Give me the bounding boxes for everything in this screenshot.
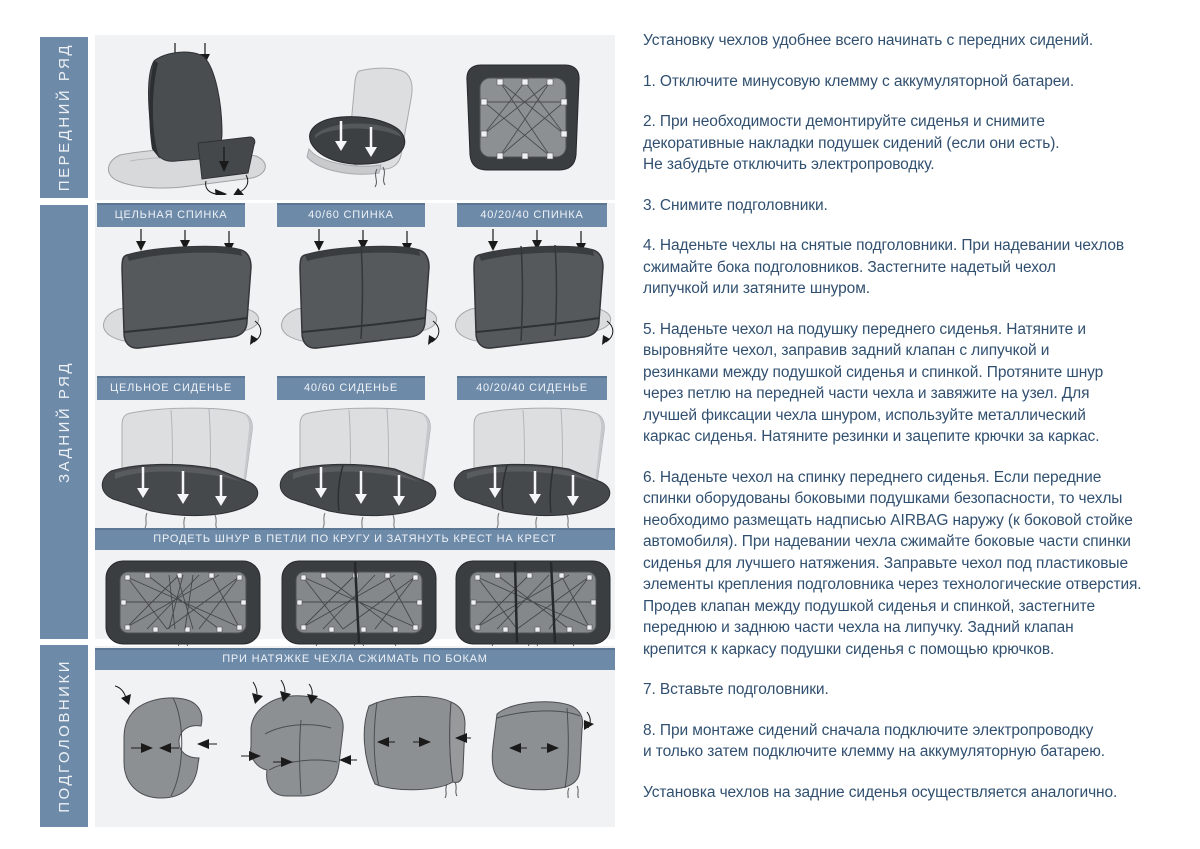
headrest-instruction-banner: ПРИ НАТЯЖКЕ ЧЕХЛА СЖИМАТЬ ПО БОКАМ bbox=[95, 648, 615, 670]
headrest-cover-step-2-diagram bbox=[223, 680, 358, 802]
seat-type-label: 40/60 СПИНКА bbox=[277, 203, 425, 227]
seat-type-label: ЦЕЛЬНОЕ СИДЕНЬЕ bbox=[97, 376, 245, 400]
rear-lacing-40-20-40-diagram bbox=[453, 555, 613, 650]
instruction-step-5: 5. Наденьте чехол на подушку переднего сиденья. Натяните и выровняйте чехол, заправив задний клапан с липучкой и резинками между подушкой сиденья и спинкой. Протяните шнур через петлю на передней части чехла и завяжите на узел. Для лучшей фиксации чехла шнуром, используйте металлический каркас сиденья. Натяните резинки и зацепите крючки за каркас. bbox=[643, 320, 1104, 445]
headrest-cover-step-4-diagram bbox=[485, 690, 595, 798]
sidebar-section-headrests bbox=[40, 645, 88, 827]
rear-lacing-solid-diagram bbox=[103, 555, 263, 650]
front-seat-cushion-cover-diagram bbox=[295, 63, 430, 198]
rear-backrest-solid-diagram bbox=[95, 229, 265, 374]
instruction-step-6: 6. Наденьте чехол на спинку переднего сиденья. Если передние спинки оборудованы боковыми подушками безопасности, то чехлы необходимо размещать надписью AIRBAG наружу (к боковой стойке автомобиля). При надевании чехла сжимайте боковые части спинки сиденья для лучшего натяжения. Заправьте чехол под пластиковые элементы крепления подголовника через технологические отверстия. Продев клапан между подушкой сиденья и спинкой, застегните переднюю и заднюю части чехла на липучку. Задний клапан крепится к каркасу подушки сиденья с помощью крючков. bbox=[643, 468, 1142, 658]
sidebar-label: ПОДГОЛОВНИКИ bbox=[55, 659, 73, 813]
sidebar-label: ЗАДНИЙ РЯД bbox=[55, 361, 73, 483]
seat-type-label: 40/20/40 СПИНКА bbox=[457, 203, 607, 227]
instruction-step-7: 7. Вставьте подголовники. bbox=[643, 681, 829, 698]
instruction-step-2: 2. При необходимости демонтируйте сиденья и снимите декоративные накладки подушек сидений (если они есть). Не забудьте отключить электропроводку. bbox=[643, 113, 1060, 173]
rear-seat-40-60-diagram bbox=[273, 403, 443, 528]
instruction-step-4: 4. Наденьте чехлы на снятые подголовники. При надевании чехлов сжимайте бока подголовников. Застегните надетый чехол липучкой или затяните шнуром. bbox=[643, 237, 1125, 297]
sidebar-section-back-row bbox=[40, 205, 88, 639]
back-row-panel bbox=[95, 203, 615, 639]
seat-type-label: 40/20/40 СИДЕНЬЕ bbox=[457, 376, 607, 400]
headrests-panel bbox=[95, 646, 615, 827]
instruction-step-8: 8. При монтаже сидений сначала подключите электропроводку и только затем подключите клемму на аккумуляторную батарею. bbox=[643, 721, 1105, 760]
instructions-column bbox=[643, 30, 1183, 822]
rear-backrest-40-60-diagram bbox=[273, 229, 443, 374]
seat-type-label: 40/60 СИДЕНЬЕ bbox=[277, 376, 425, 400]
front-seatback-lacing-diagram bbox=[463, 61, 583, 173]
rear-backrest-40-20-40-diagram bbox=[447, 229, 617, 374]
rear-seat-solid-diagram bbox=[95, 403, 265, 528]
lacing-instruction-banner: ПРОДЕТЬ ШНУР В ПЕТЛИ ПО КРУГУ И ЗАТЯНУТЬ КРЕСТ НА КРЕСТ bbox=[95, 528, 615, 550]
rear-lacing-40-60-diagram bbox=[279, 555, 439, 650]
sidebar-label: ПЕРЕДНИЙ РЯД bbox=[55, 43, 73, 192]
front-row-panel bbox=[95, 35, 615, 200]
rear-seat-40-20-40-diagram bbox=[447, 403, 617, 528]
front-seat-backrest-cover-diagram bbox=[100, 43, 275, 195]
sidebar-section-front-row bbox=[40, 37, 88, 198]
headrest-cover-step-3-diagram bbox=[351, 686, 473, 798]
seat-type-label: ЦЕЛЬНАЯ СПИНКА bbox=[97, 203, 245, 227]
instruction-intro: Установку чехлов удобнее всего начинать с передних сидений. bbox=[643, 32, 1094, 49]
instruction-outro: Установка чехлов на задние сиденья осуществляется аналогично. bbox=[643, 783, 1118, 801]
instruction-step-3: 3. Снимите подголовники. bbox=[643, 196, 828, 214]
headrest-cover-step-1-diagram bbox=[109, 684, 224, 806]
instruction-step-1: 1. Отключите минусовую клемму с аккумуляторной батареи. bbox=[643, 72, 1075, 90]
